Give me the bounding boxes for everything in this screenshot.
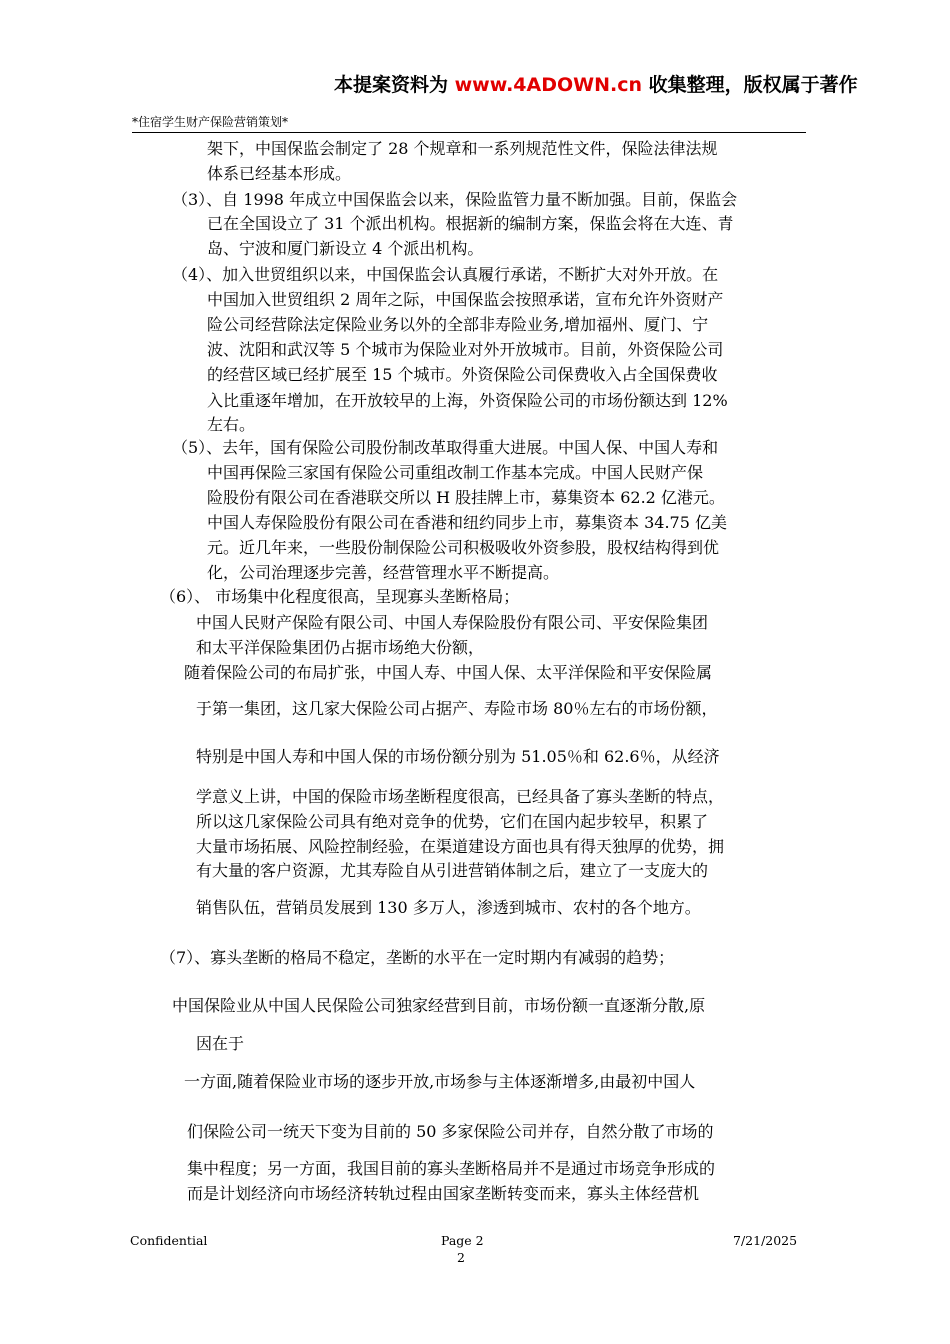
body-line: 中国加入世贸组织 2 周年之际，中国保监会按照承诺，宣布允许外资财产 bbox=[207, 290, 724, 309]
body-line: 所以这几家保险公司具有绝对竞争的优势，它们在国内起步较早，积累了 bbox=[196, 812, 709, 831]
body-line: （4）、加入世贸组织以来，中国保监会认真履行承诺，不断扩大对外开放。在 bbox=[172, 265, 719, 284]
body-line: 险股份有限公司在香港联交所以 H 股挂牌上市，募集资本 62.2 亿港元。 bbox=[207, 488, 725, 507]
body-line: 大量市场拓展、风险控制经验，在渠道建设方面也具有得天独厚的优势，拥 bbox=[196, 837, 725, 856]
footer-page-label: Page 2 bbox=[441, 1233, 484, 1248]
body-line: （7）、寡头垄断的格局不稳定，垄断的水平在一定时期内有减弱的趋势； bbox=[160, 948, 675, 967]
body-line: 因在于 bbox=[196, 1034, 245, 1053]
body-line: 随着保险公司的布局扩张，中国人寿、中国人保、太平洋保险和平安保险属 bbox=[184, 663, 713, 682]
body-line: 已在全国设立了 31 个派出机构。根据新的编制方案，保监会将在大连、青 bbox=[207, 214, 734, 233]
body-line: 化，公司治理逐步完善，经营管理水平不断提高。 bbox=[207, 563, 560, 582]
body-line: （6）、 市场集中化程度很高，呈现寡头垄断格局； bbox=[160, 587, 520, 606]
banner-suffix: 收集整理，版权属于著作 bbox=[642, 74, 858, 96]
header-divider bbox=[132, 132, 806, 133]
promo-banner bbox=[334, 70, 950, 104]
body-line: 和太平洋保险集团仍占据市场绝大份额， bbox=[196, 638, 485, 657]
body-line: 销售队伍，营销员发展到 130 多万人，渗透到城市、农村的各个地方。 bbox=[196, 898, 701, 917]
body-line: 入比重逐年增加，在开放较早的上海，外资保险公司的市场份额达到 12% bbox=[207, 391, 728, 410]
body-line: 集中程度；另一方面，我国目前的寡头垄断格局并不是通过市场竞争形成的 bbox=[187, 1159, 716, 1178]
body-line: 中国保险业从中国人民保险公司独家经营到目前，市场份额一直逐渐分散,原 bbox=[172, 996, 706, 1015]
running-header: *住宿学生财产保险营销策划* bbox=[132, 115, 289, 129]
body-line: 有大量的客户资源，尤其寿险自从引进营销体制之后，建立了一支庞大的 bbox=[196, 861, 709, 880]
body-line: 险公司经营除法定保险业务以外的全部非寿险业务,增加福州、厦门、宁 bbox=[207, 315, 709, 334]
body-line: 中国人寿保险股份有限公司在香港和纽约同步上市，募集资本 34.75 亿美 bbox=[207, 513, 727, 532]
banner-prefix: 本提案资料为 bbox=[334, 74, 455, 96]
body-line: 岛、宁波和厦门新设立 4 个派出机构。 bbox=[207, 239, 484, 258]
body-line: 一方面,随着保险业市场的逐步开放,市场参与主体逐渐增多,由最初中国人 bbox=[184, 1072, 696, 1091]
body-line: （3）、自 1998 年成立中国保监会以来，保险监管力量不断加强。目前，保监会 bbox=[172, 190, 738, 209]
body-line: 特别是中国人寿和中国人保的市场份额分别为 51.05％和 62.6％，从经济 bbox=[196, 747, 720, 766]
footer-date: 7/21/2025 bbox=[733, 1233, 798, 1248]
body-line: 左右。 bbox=[207, 415, 256, 434]
body-line: 元。近几年来，一些股份制保险公司积极吸收外资参股，股权结构得到优 bbox=[207, 538, 720, 557]
footer-confidential: Confidential bbox=[130, 1233, 208, 1248]
body-line: 的经营区域已经扩展至 15 个城市。外资保险公司保费收入占全国保费收 bbox=[207, 365, 718, 384]
body-line: 学意义上讲，中国的保险市场垄断程度很高，已经具备了寡头垄断的特点， bbox=[196, 787, 725, 806]
banner-url-link[interactable]: www.4ADOWN.cn bbox=[454, 74, 642, 96]
body-line: 波、沈阳和武汉等 5 个城市为保险业对外开放城市。目前，外资保险公司 bbox=[207, 340, 724, 359]
body-line: 中国再保险三家国有保险公司重组改制工作基本完成。中国人民财产保 bbox=[207, 463, 704, 482]
body-line: （5）、去年，国有保险公司股份制改革取得重大进展。中国人保、中国人寿和 bbox=[172, 438, 719, 457]
body-line: 体系已经基本形成。 bbox=[207, 164, 352, 183]
footer-page-number: 2 bbox=[457, 1250, 465, 1265]
body-line: 中国人民财产保险有限公司、中国人寿保险股份有限公司、平安保险集团 bbox=[196, 613, 709, 632]
body-line: 而是计划经济向市场经济转轨过程由国家垄断转变而来，寡头主体经营机 bbox=[187, 1184, 700, 1203]
body-line: 于第一集团，这几家大保险公司占据产、寿险市场 80％左右的市场份额， bbox=[196, 699, 718, 718]
body-line: 们保险公司一统天下变为目前的 50 多家保险公司并存，自然分散了市场的 bbox=[187, 1122, 714, 1141]
body-line: 架下，中国保监会制定了 28 个规章和一系列规范性文件，保险法律法规 bbox=[207, 139, 718, 158]
